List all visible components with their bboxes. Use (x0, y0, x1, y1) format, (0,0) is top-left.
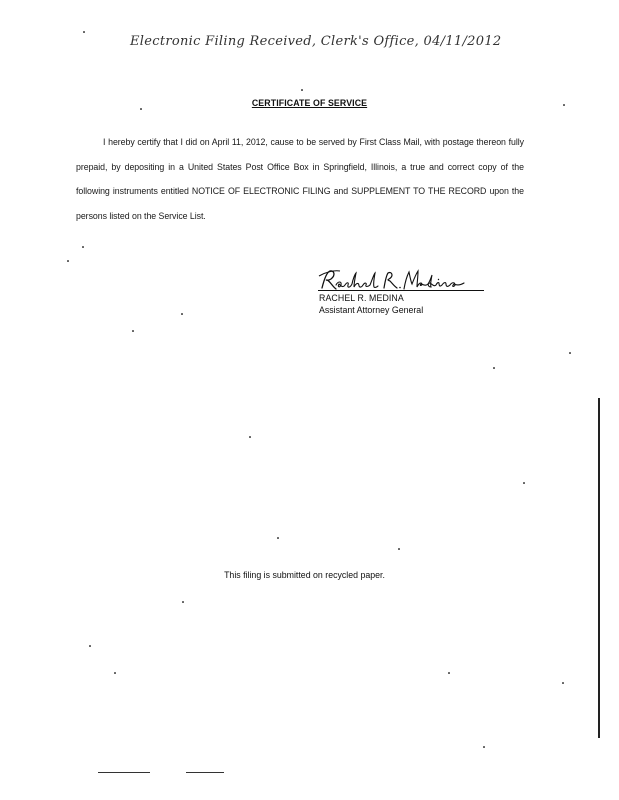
scan-speck (132, 330, 134, 332)
scan-speck (181, 313, 183, 315)
signer-name: RACHEL R. MEDINA (319, 293, 404, 303)
scan-speck (83, 31, 85, 33)
certificate-body-text: I hereby certify that I did on April 11, 2012, cause to be served by First Class Mail, with postage thereon fully prepaid, by depositing in a United States Post Office Box in Springfield, Illinois, a true and correct copy of the following instruments entitled NOTICE OF ELECTRONIC FILING and SUPPLEMENT TO THE RECORD upon the persons listed on the Service List. (76, 137, 524, 221)
scan-speck (277, 537, 279, 539)
scan-speck (82, 246, 84, 248)
scan-speck (448, 672, 450, 674)
signer-title: Assistant Attorney General (319, 305, 424, 315)
scan-speck (523, 482, 525, 484)
page-title: CERTIFICATE OF SERVICE (251, 98, 368, 108)
scan-artifact-mark (98, 772, 150, 773)
scan-speck (563, 104, 565, 106)
filing-stamp: Electronic Filing Received, Clerk's Office, 04/11/2012 (130, 34, 502, 49)
scan-speck (569, 352, 571, 354)
scan-artifact-mark (186, 772, 224, 773)
scan-speck (398, 548, 400, 550)
scan-speck (301, 89, 303, 91)
scan-speck (562, 682, 564, 684)
scan-speck (182, 601, 184, 603)
scan-edge-line (598, 398, 600, 738)
signature-line (318, 290, 484, 291)
scan-speck (114, 672, 116, 674)
recycled-paper-note: This filing is submitted on recycled paper. (224, 570, 385, 580)
scan-speck (140, 108, 142, 110)
scan-speck (67, 260, 69, 262)
scan-speck (249, 436, 251, 438)
scan-speck (483, 746, 485, 748)
scan-speck (89, 645, 91, 647)
scan-speck (493, 367, 495, 369)
